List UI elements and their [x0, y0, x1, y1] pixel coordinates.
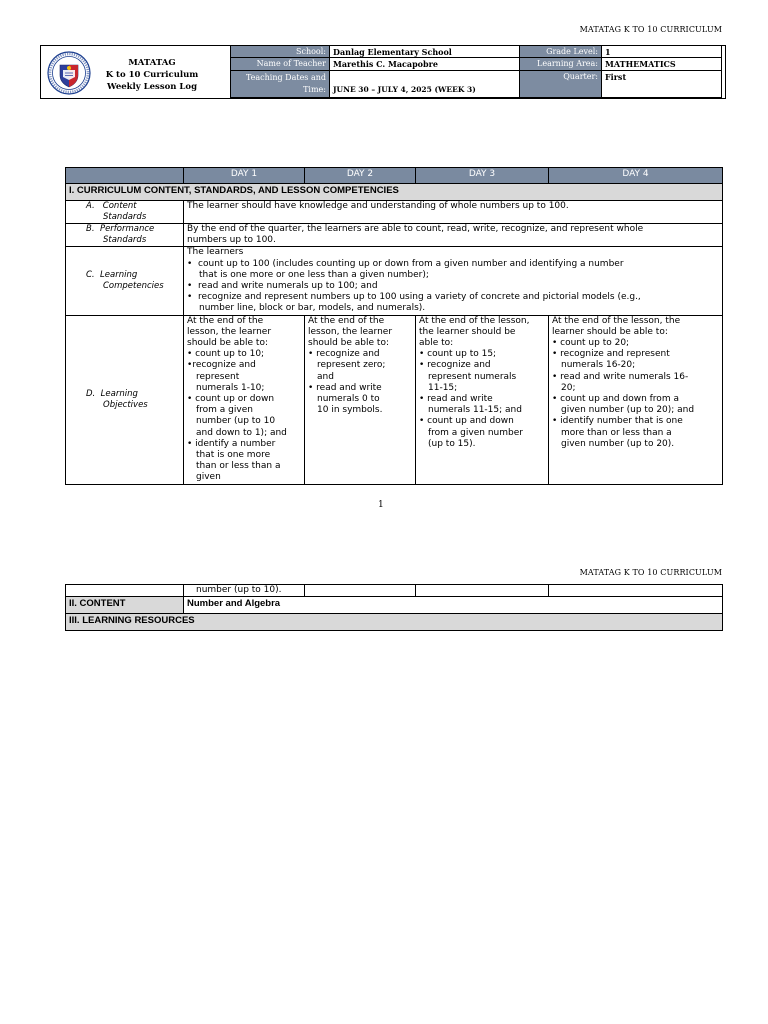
list-item: • read and write numerals 0 to 10 in symbols.: [308, 382, 383, 416]
form-title: MATATAG K to 10 Curriculum Weekly Lesson Log: [105, 58, 199, 92]
objectives-day4: At the end of the lesson, the learner should be able to: • count up to 20; • recognize and represent numerals 16-20; • read and write numerals 16- 20; • count up and down from a given number (up to 20); and • identify number that is one more than or less than a given number (up to 20).: [549, 315, 723, 484]
content-standards-text: The learner should have knowledge and understanding of whole numbers up to 100.: [184, 201, 723, 224]
quarter-label: Quarter:: [520, 71, 602, 98]
list-item: • count up and down from a given number (up to 15).: [419, 416, 523, 449]
list-item: • recognize and represent numerals 16-20;: [552, 349, 670, 371]
day-header-row: [66, 168, 723, 184]
section-row: [66, 184, 723, 201]
objectives-day3: At the end of the lesson, the learner should be able to: • count up to 15; • recognize and represent numerals 11-15; • read and write numerals 11-15; and • count up and down from a given number (up to 15).: [416, 315, 549, 484]
grade-value: 1: [602, 45, 722, 58]
competencies-row: [66, 247, 723, 315]
list-item: • count up and down from a given number (up to 20); and: [552, 394, 695, 416]
dates-value: JUNE 30 – JULY 4, 2025 (WEEK 3): [330, 71, 520, 98]
list-item: • count up or down from a given number (up to 10 and down to 1); and: [187, 394, 287, 438]
corner-cell: [66, 168, 184, 184]
competencies-text: The learners • count up to 100 (includes counting up or down from a given number and identifying a number that is one more or one less than a given number); • read and write numerals up to 100; and • recognize and represent numbers up to 100 using a variety of concrete and pictorial models (e.g., number line, block or bar, models, and numerals).: [184, 247, 723, 315]
row-label: A. Content Standards: [66, 201, 184, 224]
content-row: [66, 597, 723, 614]
day-header: DAY 3: [416, 168, 549, 184]
teacher-label: Name of Teacher: [230, 58, 330, 71]
section-title: I. CURRICULUM CONTENT, STANDARDS, AND LESSON COMPETENCIES: [66, 184, 723, 201]
page-number: 1: [378, 500, 384, 510]
list-item: • recognize and represent numerals 11-15;: [419, 360, 517, 393]
list-item: • read and write numerals 11-15; and: [419, 394, 522, 416]
deped-seal-icon: [47, 51, 91, 95]
page-header: MATATAG K TO 10 CURRICULUM: [579, 25, 722, 34]
list-item: • count up to 15;: [419, 349, 497, 360]
list-item: • identify number that is one more than or less than a given number (up to 20).: [552, 416, 683, 449]
row-label: D. Learning Objectives: [66, 315, 184, 484]
objectives-day4-continued: [549, 585, 723, 597]
day-header: DAY 4: [549, 168, 723, 184]
list-item: • read and write numerals up to 100; and: [187, 281, 378, 292]
objectives-day3-continued: [416, 585, 549, 597]
list-item: • recognize and represent numbers up to 100 using a variety of concrete and pictorial models (e.g., number line, block or bar, models, and numerals).: [187, 292, 641, 314]
learning-area-value: MATHEMATICS: [602, 58, 722, 71]
objectives-day2: At the end of the lesson, the learner should be able to: • recognize and represent zero; and • read and write numerals 0 to 10 in symbols.: [305, 315, 416, 484]
list-item: • recognize and represent zero; and: [308, 349, 386, 382]
objectives-continued-row: [66, 585, 723, 597]
school-value: Danlag Elementary School: [330, 45, 520, 58]
day-header: DAY 1: [184, 168, 305, 184]
row-label: C. Learning Competencies: [66, 247, 184, 315]
page-header: MATATAG K TO 10 CURRICULUM: [579, 568, 722, 577]
objectives-day1-continued: number (up to 10).: [184, 585, 305, 597]
section-title: II. CONTENT: [66, 597, 184, 614]
list-item: • count up to 20;: [552, 338, 630, 349]
dates-label: Teaching Dates and Time:: [230, 71, 330, 98]
objectives-day2-continued: [305, 585, 416, 597]
section-row: [66, 614, 723, 631]
lesson-log-table-continued: [65, 584, 723, 631]
grade-label: Grade Level:: [520, 45, 602, 58]
performance-standards-row: [66, 224, 723, 247]
row-label: B. Performance Standards: [66, 224, 184, 247]
list-item: •recognize and represent numerals 1-10;: [187, 360, 265, 393]
lesson-log-table: [65, 167, 723, 485]
learning-area-label: Learning Area:: [520, 58, 602, 71]
quarter-value: First: [602, 71, 722, 98]
school-label: School:: [230, 45, 330, 58]
content-standards-row: [66, 201, 723, 224]
section-title: III. LEARNING RESOURCES: [66, 614, 723, 631]
content-value: Number and Algebra: [184, 597, 723, 614]
performance-standards-text: By the end of the quarter, the learners are able to count, read, write, recognize, and represent whole numbers up to 100.: [184, 224, 723, 247]
lesson-log-header: [40, 45, 726, 99]
day-header: DAY 2: [305, 168, 416, 184]
list-item: • read and write numerals 16- 20;: [552, 371, 689, 393]
objectives-day1: At the end of the lesson, the learner should be able to: • count up to 10; •recognize and represent numerals 1-10; • count up or down from a given number (up to 10 and down to 1); and • identify a number that is one more than or less than a given: [184, 315, 305, 484]
teacher-value: Marethis C. Macapobre: [330, 58, 520, 71]
list-item: • count up to 100 (includes counting up or down from a given number and identifying a number that is one more or one less than a given number);: [187, 258, 624, 280]
list-item: • identify a number that is one more than or less than a given: [187, 438, 281, 483]
objectives-row: [66, 315, 723, 484]
info-grid: [230, 45, 722, 98]
row-label: [66, 585, 184, 597]
list-item: • count up to 10;: [187, 349, 265, 360]
